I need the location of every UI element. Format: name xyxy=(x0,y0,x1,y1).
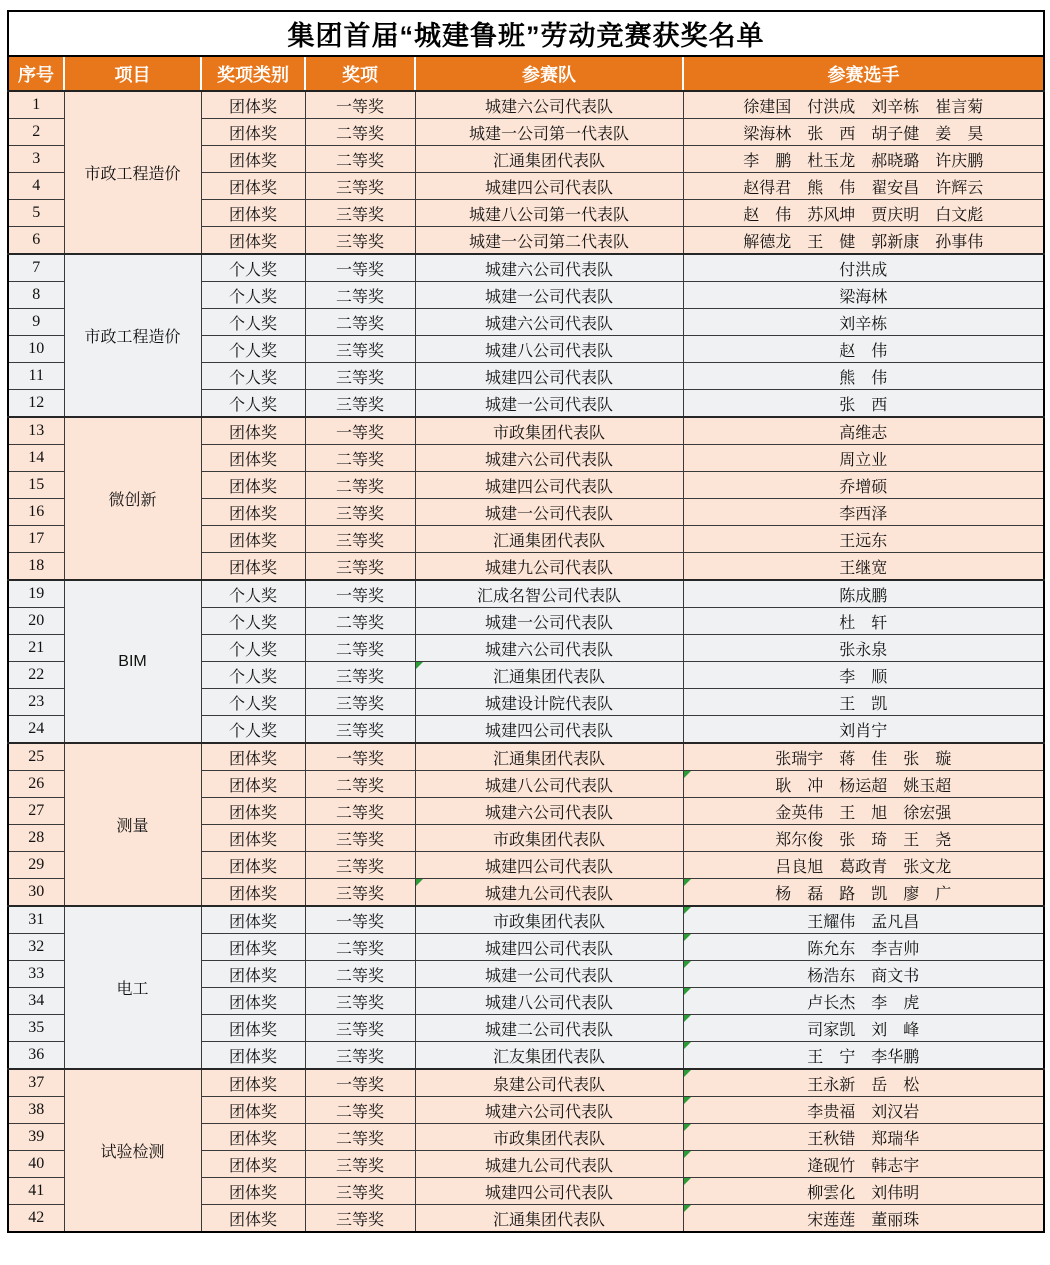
award-category-cell: 团体奖 xyxy=(201,1015,305,1042)
team-cell: 城建九公司代表队 xyxy=(415,1151,683,1178)
players-cell: 熊 伟 xyxy=(683,363,1044,390)
team-cell: 城建四公司代表队 xyxy=(415,1178,683,1205)
award-level-cell: 三等奖 xyxy=(305,336,415,363)
row-number-cell: 37 xyxy=(8,1069,64,1097)
row-number-cell: 22 xyxy=(8,662,64,689)
row-number-cell: 5 xyxy=(8,200,64,227)
award-level-cell: 三等奖 xyxy=(305,227,415,255)
team-cell: 汇通集团代表队 xyxy=(415,662,683,689)
award-level-cell: 三等奖 xyxy=(305,689,415,716)
award-category-cell: 团体奖 xyxy=(201,743,305,771)
row-number-cell: 20 xyxy=(8,608,64,635)
award-level-cell: 三等奖 xyxy=(305,1151,415,1178)
row-number-cell: 19 xyxy=(8,580,64,608)
table-row xyxy=(8,743,1044,771)
players-cell: 陈允东 李吉帅 xyxy=(683,934,1044,961)
team-cell: 城建八公司代表队 xyxy=(415,771,683,798)
row-number-cell: 36 xyxy=(8,1042,64,1070)
award-category-cell: 团体奖 xyxy=(201,934,305,961)
award-level-cell: 二等奖 xyxy=(305,472,415,499)
award-category-cell: 个人奖 xyxy=(201,635,305,662)
award-category-cell: 团体奖 xyxy=(201,91,305,119)
team-cell: 城建六公司代表队 xyxy=(415,309,683,336)
players-cell: 刘辛栋 xyxy=(683,309,1044,336)
team-cell: 城建设计院代表队 xyxy=(415,689,683,716)
award-category-cell: 团体奖 xyxy=(201,1042,305,1070)
award-level-cell: 三等奖 xyxy=(305,173,415,200)
team-cell: 汇通集团代表队 xyxy=(415,743,683,771)
players-cell: 周立业 xyxy=(683,445,1044,472)
row-number-cell: 39 xyxy=(8,1124,64,1151)
players-cell: 解德龙 王 健 郭新康 孙事伟 xyxy=(683,227,1044,255)
players-cell: 李 顺 xyxy=(683,662,1044,689)
players-cell: 杨 磊 路 凯 廖 广 xyxy=(683,879,1044,907)
row-number-cell: 29 xyxy=(8,852,64,879)
row-number-cell: 1 xyxy=(8,91,64,119)
column-header-award: 奖项 xyxy=(305,56,415,91)
team-cell: 城建八公司第一代表队 xyxy=(415,200,683,227)
award-level-cell: 一等奖 xyxy=(305,580,415,608)
title-row xyxy=(8,11,1044,56)
row-number-cell: 30 xyxy=(8,879,64,907)
award-category-cell: 个人奖 xyxy=(201,716,305,744)
award-level-cell: 一等奖 xyxy=(305,254,415,282)
row-number-cell: 28 xyxy=(8,825,64,852)
team-cell: 城建一公司代表队 xyxy=(415,390,683,418)
team-cell: 汇成名智公司代表队 xyxy=(415,580,683,608)
row-number-cell: 3 xyxy=(8,146,64,173)
row-number-cell: 17 xyxy=(8,526,64,553)
award-level-cell: 三等奖 xyxy=(305,1015,415,1042)
award-category-cell: 团体奖 xyxy=(201,146,305,173)
row-number-cell: 42 xyxy=(8,1205,64,1233)
award-category-cell: 团体奖 xyxy=(201,798,305,825)
award-level-cell: 三等奖 xyxy=(305,526,415,553)
award-category-cell: 个人奖 xyxy=(201,608,305,635)
team-cell: 城建一公司代表队 xyxy=(415,282,683,309)
award-category-cell: 团体奖 xyxy=(201,1205,305,1233)
project-cell: 试验检测 xyxy=(64,1069,201,1232)
award-level-cell: 二等奖 xyxy=(305,1097,415,1124)
award-category-cell: 团体奖 xyxy=(201,417,305,445)
award-level-cell: 二等奖 xyxy=(305,635,415,662)
award-category-cell: 团体奖 xyxy=(201,961,305,988)
players-cell: 宋莲莲 董丽珠 xyxy=(683,1205,1044,1233)
column-header-team: 参赛队 xyxy=(415,56,683,91)
team-cell: 市政集团代表队 xyxy=(415,417,683,445)
table-row xyxy=(8,417,1044,445)
award-category-cell: 团体奖 xyxy=(201,499,305,526)
award-level-cell: 二等奖 xyxy=(305,282,415,309)
award-category-cell: 团体奖 xyxy=(201,553,305,581)
row-number-cell: 4 xyxy=(8,173,64,200)
row-number-cell: 31 xyxy=(8,906,64,934)
award-category-cell: 团体奖 xyxy=(201,526,305,553)
players-cell: 刘肖宁 xyxy=(683,716,1044,744)
table-row xyxy=(8,254,1044,282)
project-cell: 微创新 xyxy=(64,417,201,580)
award-level-cell: 三等奖 xyxy=(305,553,415,581)
award-level-cell: 三等奖 xyxy=(305,499,415,526)
award-level-cell: 二等奖 xyxy=(305,798,415,825)
award-level-cell: 三等奖 xyxy=(305,1205,415,1233)
award-level-cell: 一等奖 xyxy=(305,417,415,445)
row-number-cell: 10 xyxy=(8,336,64,363)
players-cell: 乔增硕 xyxy=(683,472,1044,499)
team-cell: 城建六公司代表队 xyxy=(415,91,683,119)
players-cell: 梁海林 xyxy=(683,282,1044,309)
row-number-cell: 34 xyxy=(8,988,64,1015)
team-cell: 市政集团代表队 xyxy=(415,1124,683,1151)
award-category-cell: 团体奖 xyxy=(201,1151,305,1178)
table-row xyxy=(8,906,1044,934)
project-cell: 电工 xyxy=(64,906,201,1069)
award-level-cell: 三等奖 xyxy=(305,825,415,852)
players-cell: 司家凯 刘 峰 xyxy=(683,1015,1044,1042)
award-category-cell: 团体奖 xyxy=(201,200,305,227)
row-number-cell: 18 xyxy=(8,553,64,581)
players-cell: 张瑞宇 蒋 佳 张 璇 xyxy=(683,743,1044,771)
row-number-cell: 11 xyxy=(8,363,64,390)
team-cell: 城建一公司第二代表队 xyxy=(415,227,683,255)
project-cell: 市政工程造价 xyxy=(64,91,201,254)
players-cell: 李西泽 xyxy=(683,499,1044,526)
players-cell: 徐建国 付洪成 刘辛栋 崔言菊 xyxy=(683,91,1044,119)
row-number-cell: 16 xyxy=(8,499,64,526)
team-cell: 城建四公司代表队 xyxy=(415,934,683,961)
award-category-cell: 个人奖 xyxy=(201,662,305,689)
award-category-cell: 个人奖 xyxy=(201,580,305,608)
column-header-project: 项目 xyxy=(64,56,201,91)
award-level-cell: 一等奖 xyxy=(305,1069,415,1097)
award-category-cell: 个人奖 xyxy=(201,390,305,418)
award-category-cell: 个人奖 xyxy=(201,282,305,309)
row-number-cell: 27 xyxy=(8,798,64,825)
award-category-cell: 团体奖 xyxy=(201,1178,305,1205)
players-cell: 耿 冲 杨运超 姚玉超 xyxy=(683,771,1044,798)
award-level-cell: 二等奖 xyxy=(305,119,415,146)
row-number-cell: 38 xyxy=(8,1097,64,1124)
players-cell: 卢长杰 李 虎 xyxy=(683,988,1044,1015)
players-cell: 逄砚竹 韩志宇 xyxy=(683,1151,1044,1178)
row-number-cell: 33 xyxy=(8,961,64,988)
award-category-cell: 团体奖 xyxy=(201,1124,305,1151)
row-number-cell: 8 xyxy=(8,282,64,309)
row-number-cell: 2 xyxy=(8,119,64,146)
players-cell: 张 西 xyxy=(683,390,1044,418)
team-cell: 城建二公司代表队 xyxy=(415,1015,683,1042)
players-cell: 陈成鹏 xyxy=(683,580,1044,608)
team-cell: 城建八公司代表队 xyxy=(415,336,683,363)
players-cell: 高维志 xyxy=(683,417,1044,445)
row-number-cell: 23 xyxy=(8,689,64,716)
players-cell: 赵得君 熊 伟 翟安昌 许辉云 xyxy=(683,173,1044,200)
players-cell: 王永新 岳 松 xyxy=(683,1069,1044,1097)
award-level-cell: 三等奖 xyxy=(305,716,415,744)
award-level-cell: 三等奖 xyxy=(305,390,415,418)
table-row xyxy=(8,91,1044,119)
row-number-cell: 15 xyxy=(8,472,64,499)
table-head xyxy=(8,11,1044,91)
award-category-cell: 个人奖 xyxy=(201,309,305,336)
award-category-cell: 团体奖 xyxy=(201,173,305,200)
team-cell: 城建四公司代表队 xyxy=(415,363,683,390)
award-level-cell: 一等奖 xyxy=(305,743,415,771)
award-level-cell: 二等奖 xyxy=(305,146,415,173)
award-level-cell: 三等奖 xyxy=(305,662,415,689)
players-cell: 王 凯 xyxy=(683,689,1044,716)
players-cell: 吕良旭 葛政青 张文龙 xyxy=(683,852,1044,879)
row-number-cell: 40 xyxy=(8,1151,64,1178)
award-level-cell: 二等奖 xyxy=(305,934,415,961)
players-cell: 梁海林 张 西 胡子健 姜 昊 xyxy=(683,119,1044,146)
team-cell: 城建一公司代表队 xyxy=(415,499,683,526)
row-number-cell: 25 xyxy=(8,743,64,771)
award-category-cell: 团体奖 xyxy=(201,119,305,146)
team-cell: 城建六公司代表队 xyxy=(415,635,683,662)
project-cell: BIM xyxy=(64,580,201,743)
row-number-cell: 6 xyxy=(8,227,64,255)
column-header-row xyxy=(8,56,1044,91)
players-cell: 王耀伟 孟凡昌 xyxy=(683,906,1044,934)
team-cell: 泉建公司代表队 xyxy=(415,1069,683,1097)
award-level-cell: 二等奖 xyxy=(305,961,415,988)
row-number-cell: 12 xyxy=(8,390,64,418)
team-cell: 汇通集团代表队 xyxy=(415,526,683,553)
team-cell: 市政集团代表队 xyxy=(415,825,683,852)
table-row xyxy=(8,1069,1044,1097)
players-cell: 柳雲化 刘伟明 xyxy=(683,1178,1044,1205)
award-level-cell: 三等奖 xyxy=(305,852,415,879)
award-category-cell: 团体奖 xyxy=(201,879,305,907)
column-header-players: 参赛选手 xyxy=(683,56,1044,91)
award-category-cell: 团体奖 xyxy=(201,771,305,798)
row-number-cell: 7 xyxy=(8,254,64,282)
award-level-cell: 二等奖 xyxy=(305,445,415,472)
players-cell: 杜 轩 xyxy=(683,608,1044,635)
team-cell: 城建一公司代表队 xyxy=(415,961,683,988)
team-cell: 汇通集团代表队 xyxy=(415,1205,683,1233)
team-cell: 城建六公司代表队 xyxy=(415,254,683,282)
row-number-cell: 24 xyxy=(8,716,64,744)
table-body xyxy=(8,91,1044,1232)
players-cell: 王秋错 郑瑞华 xyxy=(683,1124,1044,1151)
award-category-cell: 团体奖 xyxy=(201,1097,305,1124)
team-cell: 城建四公司代表队 xyxy=(415,716,683,744)
award-category-cell: 团体奖 xyxy=(201,472,305,499)
team-cell: 汇通集团代表队 xyxy=(415,146,683,173)
row-number-cell: 9 xyxy=(8,309,64,336)
award-level-cell: 一等奖 xyxy=(305,91,415,119)
page-title: 集团首届“城建鲁班”劳动竞赛获奖名单 xyxy=(8,11,1044,56)
row-number-cell: 41 xyxy=(8,1178,64,1205)
award-category-cell: 团体奖 xyxy=(201,988,305,1015)
players-cell: 金英伟 王 旭 徐宏强 xyxy=(683,798,1044,825)
players-cell: 付洪成 xyxy=(683,254,1044,282)
award-category-cell: 团体奖 xyxy=(201,906,305,934)
team-cell: 城建四公司代表队 xyxy=(415,173,683,200)
award-level-cell: 一等奖 xyxy=(305,906,415,934)
award-category-cell: 个人奖 xyxy=(201,254,305,282)
players-cell: 赵 伟 xyxy=(683,336,1044,363)
team-cell: 城建九公司代表队 xyxy=(415,879,683,907)
award-category-cell: 个人奖 xyxy=(201,689,305,716)
award-category-cell: 个人奖 xyxy=(201,336,305,363)
team-cell: 城建六公司代表队 xyxy=(415,445,683,472)
column-header-index: 序号 xyxy=(8,56,64,91)
row-number-cell: 14 xyxy=(8,445,64,472)
team-cell: 城建八公司代表队 xyxy=(415,988,683,1015)
row-number-cell: 32 xyxy=(8,934,64,961)
players-cell: 李贵福 刘汉岩 xyxy=(683,1097,1044,1124)
award-level-cell: 二等奖 xyxy=(305,1124,415,1151)
players-cell: 李 鹏 杜玉龙 郝晓璐 许庆鹏 xyxy=(683,146,1044,173)
awards-table xyxy=(7,10,1045,1233)
team-cell: 城建四公司代表队 xyxy=(415,852,683,879)
column-header-category: 奖项类别 xyxy=(201,56,305,91)
row-number-cell: 26 xyxy=(8,771,64,798)
team-cell: 城建一公司代表队 xyxy=(415,608,683,635)
award-category-cell: 团体奖 xyxy=(201,852,305,879)
row-number-cell: 21 xyxy=(8,635,64,662)
award-category-cell: 团体奖 xyxy=(201,1069,305,1097)
award-category-cell: 团体奖 xyxy=(201,227,305,255)
players-cell: 王继宽 xyxy=(683,553,1044,581)
award-level-cell: 二等奖 xyxy=(305,771,415,798)
players-cell: 赵 伟 苏风坤 贾庆明 白文彪 xyxy=(683,200,1044,227)
players-cell: 杨浩东 商文书 xyxy=(683,961,1044,988)
row-number-cell: 35 xyxy=(8,1015,64,1042)
players-cell: 张永泉 xyxy=(683,635,1044,662)
award-level-cell: 三等奖 xyxy=(305,1178,415,1205)
team-cell: 市政集团代表队 xyxy=(415,906,683,934)
project-cell: 市政工程造价 xyxy=(64,254,201,417)
team-cell: 城建九公司代表队 xyxy=(415,553,683,581)
award-category-cell: 团体奖 xyxy=(201,825,305,852)
players-cell: 王 宁 李华鹏 xyxy=(683,1042,1044,1070)
project-cell: 测量 xyxy=(64,743,201,906)
award-category-cell: 团体奖 xyxy=(201,445,305,472)
team-cell: 城建六公司代表队 xyxy=(415,798,683,825)
table-row xyxy=(8,580,1044,608)
players-cell: 郑尔俊 张 琦 王 尧 xyxy=(683,825,1044,852)
award-level-cell: 三等奖 xyxy=(305,1042,415,1070)
team-cell: 汇友集团代表队 xyxy=(415,1042,683,1070)
award-level-cell: 三等奖 xyxy=(305,363,415,390)
row-number-cell: 13 xyxy=(8,417,64,445)
players-cell: 王远东 xyxy=(683,526,1044,553)
award-level-cell: 二等奖 xyxy=(305,309,415,336)
award-category-cell: 个人奖 xyxy=(201,363,305,390)
award-level-cell: 三等奖 xyxy=(305,200,415,227)
team-cell: 城建六公司代表队 xyxy=(415,1097,683,1124)
award-level-cell: 三等奖 xyxy=(305,988,415,1015)
award-level-cell: 三等奖 xyxy=(305,879,415,907)
team-cell: 城建四公司代表队 xyxy=(415,472,683,499)
team-cell: 城建一公司第一代表队 xyxy=(415,119,683,146)
award-level-cell: 二等奖 xyxy=(305,608,415,635)
